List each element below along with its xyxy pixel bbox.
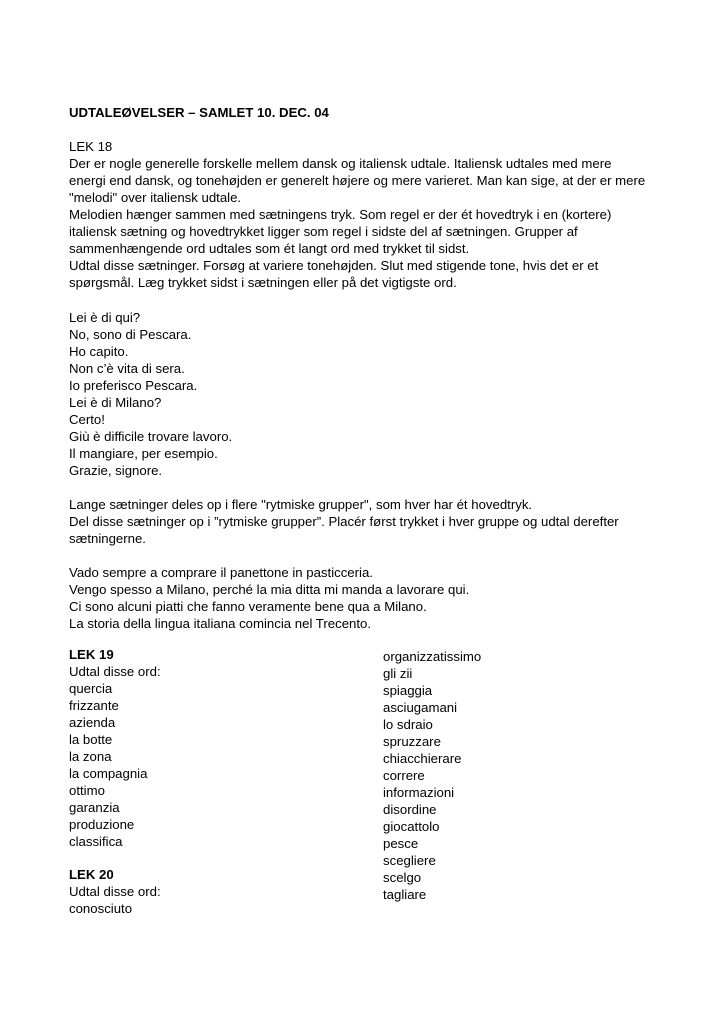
lek20-heading: LEK 20	[69, 867, 114, 882]
sentence: Certo!	[69, 412, 105, 427]
word: tagliare	[383, 887, 427, 902]
word: organizzatissimo	[383, 649, 482, 664]
word: ottimo	[69, 783, 105, 798]
word: chiacchierare	[383, 751, 462, 766]
long-sentence: La storia della lingua italiana comincia nel Trecento.	[69, 616, 372, 631]
lek18-intro-line: Udtal disse sætninger. Forsøg at variere tonehøjden. Slut med stigende tone, hvis det er et	[69, 258, 599, 273]
word: la botte	[69, 732, 113, 747]
sentence: Lei è di qui?	[69, 310, 141, 325]
word: scegliere	[383, 853, 436, 868]
word: spruzzare	[383, 734, 441, 749]
word: correre	[383, 768, 425, 783]
word: asciugamani	[383, 700, 458, 715]
lek20-instruction: Udtal disse ord:	[69, 884, 161, 899]
word: spiaggia	[383, 683, 433, 698]
word: lo sdraio	[383, 717, 433, 732]
sentence: Grazie, signore.	[69, 463, 163, 478]
sentence: Non c’è vita di sera.	[69, 361, 185, 376]
word: la zona	[69, 749, 112, 764]
lek18-intro-line: sammenhængende ord udtales som ét langt ord med trykket til sidst.	[69, 241, 470, 256]
sentence: Io preferisco Pescara.	[69, 378, 198, 393]
word: scelgo	[383, 870, 422, 885]
word: conosciuto	[69, 901, 133, 916]
long-sentence: Ci sono alcuni piatti che fanno veramente bene qua a Milano.	[69, 599, 427, 614]
lek18-intro-line: Der er nogle generelle forskelle mellem dansk og italiensk udtale. Italiensk udtales med mere	[69, 156, 612, 171]
lek18-intro-line: Melodien hænger sammen med sætningens tryk. Som regel er der ét hovedtryk i en (kortere)	[69, 207, 612, 222]
word: produzione	[69, 817, 135, 832]
rhythm-line: Lange sætninger deles op i flere "rytmiske grupper", som hver har ét hovedtryk.	[69, 497, 533, 512]
word: quercia	[69, 681, 113, 696]
lek19-heading: LEK 19	[69, 647, 114, 662]
rhythm-line: sætningerne.	[69, 531, 146, 546]
word: giocattolo	[383, 819, 440, 834]
long-sentence: Vado sempre a comprare il panettone in pasticceria.	[69, 565, 373, 580]
lek18-intro-line: energi end dansk, og tonehøjden er generelt højere og mere varieret. Man kan sige, at der er mere	[69, 173, 646, 188]
long-sentence: Vengo spesso a Milano, perché la mia ditta mi manda a lavorare qui.	[69, 582, 470, 597]
word: gli zii	[383, 666, 413, 681]
sentence: No, sono di Pescara.	[69, 327, 192, 342]
lek18-intro-line: "melodi" over italiensk udtale.	[69, 190, 242, 205]
document-title: UDTALEØVELSER – SAMLET 10. DEC. 04	[69, 105, 329, 120]
lek19-instruction: Udtal disse ord:	[69, 664, 161, 679]
rhythm-line: Del disse sætninger op i ”rytmiske grupper”. Placér først trykket i hver gruppe og udtal derefter	[69, 514, 619, 529]
lek18-intro-line: spørgsmål. Læg trykket sidst i sætningen eller på det vigtigste ord.	[69, 275, 457, 290]
word: classifica	[69, 834, 123, 849]
lek18-intro-line: italiensk sætning og hovedtrykket ligger som regel i sidste del af sætningen. Grupper af	[69, 224, 578, 239]
word: pesce	[383, 836, 419, 851]
word: garanzia	[69, 800, 120, 815]
sentence: Lei è di Milano?	[69, 395, 162, 410]
lek18-heading: LEK 18	[69, 139, 113, 154]
word: la compagnia	[69, 766, 148, 781]
sentence: Ho capito.	[69, 344, 129, 359]
word: frizzante	[69, 698, 119, 713]
word: azienda	[69, 715, 116, 730]
word: disordine	[383, 802, 437, 817]
word: informazioni	[383, 785, 455, 800]
sentence: Il mangiare, per esempio.	[69, 446, 218, 461]
sentence: Giù è difficile trovare lavoro.	[69, 429, 233, 444]
